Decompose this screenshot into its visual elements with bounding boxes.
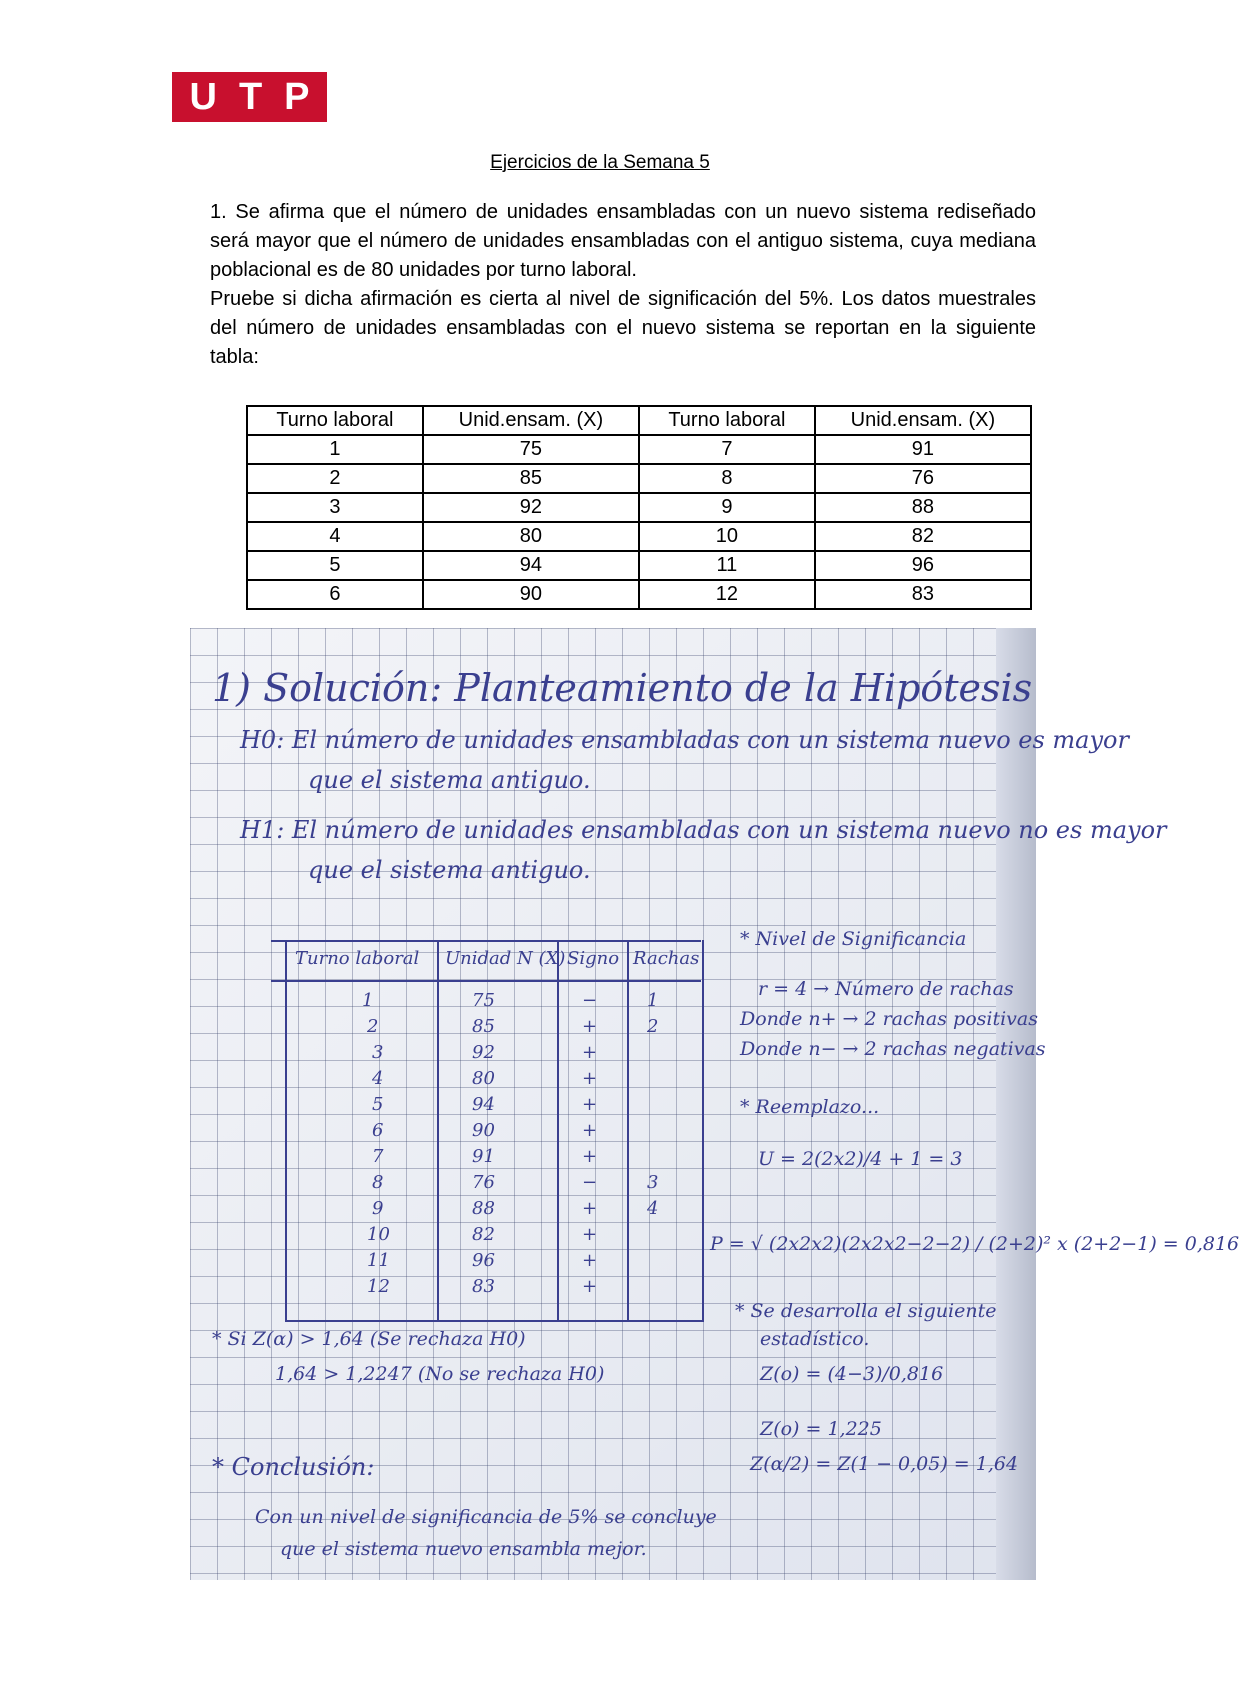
- hw-table-row: [287, 1198, 702, 1224]
- n-positive-line: Donde n+ → 2 rachas positivas: [740, 1008, 1038, 1030]
- hw-table-row: [287, 1276, 702, 1302]
- table-row: [247, 435, 1031, 464]
- h0-line-2: que el sistema antiguo.: [308, 766, 591, 794]
- hw-cell: +: [582, 1276, 598, 1297]
- conclusion-title: * Conclusión:: [212, 1453, 375, 1481]
- z-calculation: Z(o) = (4−3)/0,816: [760, 1363, 944, 1385]
- hw-cell: +: [582, 1042, 598, 1063]
- table-header-row: [247, 406, 1031, 435]
- hw-cell: 12: [367, 1276, 390, 1297]
- hw-cell: 8: [372, 1172, 384, 1193]
- hw-cell: 2: [647, 1016, 659, 1037]
- hw-cell: 85: [472, 1016, 495, 1037]
- table-cell: 8: [639, 464, 815, 493]
- table-cell: 76: [815, 464, 1031, 493]
- utp-logo: [172, 72, 327, 122]
- h1-line-2: que el sistema antiguo.: [308, 856, 591, 884]
- table-cell: 91: [815, 435, 1031, 464]
- hw-table-row: [287, 1120, 702, 1146]
- hw-table-row: [287, 1094, 702, 1120]
- hw-cell: +: [582, 1250, 598, 1271]
- hw-cell: 4: [647, 1198, 659, 1219]
- table-cell: 92: [423, 493, 639, 522]
- header-turno-1: Turno laboral: [247, 406, 423, 435]
- table-cell: 6: [247, 580, 423, 609]
- hw-table-row: [287, 1068, 702, 1094]
- table-cell: 96: [815, 551, 1031, 580]
- table-cell: 90: [423, 580, 639, 609]
- table-cell: 10: [639, 522, 815, 551]
- hw-cell: +: [582, 1198, 598, 1219]
- header-unid-1: Unid.ensam. (X): [423, 406, 639, 435]
- reemplazo-label: * Reemplazo...: [740, 1096, 880, 1118]
- logo-letter-p: P: [284, 76, 310, 118]
- table-cell: 12: [639, 580, 815, 609]
- hw-cell: −: [582, 990, 598, 1011]
- r-line: r = 4 → Número de rachas: [758, 978, 1014, 1000]
- hw-cell: 76: [472, 1172, 495, 1193]
- hw-cell: 80: [472, 1068, 495, 1089]
- hw-col-signo: Signo: [567, 948, 620, 969]
- problem-paragraph-1: 1. Se afirma que el número de unidades ensambladas con un nuevo sistema rediseñado será mayor que el número de unidades ensambladas con el antiguo sistema, cuya mediana poblacional es de 80 unidades por turno laboral.: [210, 201, 1036, 281]
- nivel-title: * Nivel de Significancia: [740, 928, 967, 950]
- hw-table-row: [287, 990, 702, 1016]
- hw-cell: 9: [372, 1198, 384, 1219]
- problem-statement: [210, 198, 1036, 372]
- problem-paragraph-2: Pruebe si dicha afirmación es cierta al nivel de significación del 5%. Los datos muestrales del número de unidades ensambladas con el nuevo sistema se reportan en la siguiente tabla:: [210, 288, 1036, 368]
- desarrolla-line-2: estadístico.: [760, 1328, 870, 1350]
- decision-line-2: 1,64 > 1,2247 (No se rechaza H0): [275, 1363, 605, 1385]
- table-cell: 1: [247, 435, 423, 464]
- hw-cell: 75: [472, 990, 495, 1011]
- n-negative-line: Donde n− → 2 rachas negativas: [740, 1038, 1046, 1060]
- table-cell: 7: [639, 435, 815, 464]
- hw-table-row: [287, 1042, 702, 1068]
- h0-line-1: H0: El número de unidades ensambladas con un sistema nuevo es mayor: [240, 726, 1129, 754]
- hw-cell: 1: [362, 990, 374, 1011]
- hw-cell: 10: [367, 1224, 390, 1245]
- table-cell: 11: [639, 551, 815, 580]
- table-row: [247, 580, 1031, 609]
- logo-letter-u: U: [189, 76, 217, 118]
- hw-table-body: [287, 990, 702, 1302]
- hw-cell: 82: [472, 1224, 495, 1245]
- hw-cell: 2: [367, 1016, 379, 1037]
- header-unid-2: Unid.ensam. (X): [815, 406, 1031, 435]
- solution-heading: 1) Solución: Planteamiento de la Hipótesis: [212, 666, 1033, 710]
- table-cell: 94: [423, 551, 639, 580]
- handwritten-solution-photo: [190, 628, 1239, 1580]
- hw-cell: 4: [372, 1068, 384, 1089]
- h1-line-1: H1: El número de unidades ensambladas con un sistema nuevo no es mayor: [240, 816, 1167, 844]
- notebook-edge: [996, 628, 1036, 1580]
- hw-cell: 96: [472, 1250, 495, 1271]
- table-cell: 88: [815, 493, 1031, 522]
- decision-line-1: * Si Z(α) > 1,64 (Se rechaza H0): [212, 1328, 526, 1350]
- table-cell: 4: [247, 522, 423, 551]
- table-cell: 2: [247, 464, 423, 493]
- hw-cell: +: [582, 1068, 598, 1089]
- hw-cell: 83: [472, 1276, 495, 1297]
- hw-cell: +: [582, 1094, 598, 1115]
- hw-cell: 3: [647, 1172, 659, 1193]
- hw-table-header-line: [271, 980, 701, 982]
- hw-cell: 11: [367, 1250, 390, 1271]
- table-cell: 3: [247, 493, 423, 522]
- page-title: Ejercicios de la Semana 5: [490, 152, 710, 173]
- z-critical: Z(α/2) = Z(1 − 0,05) = 1,64: [750, 1453, 1019, 1475]
- table-cell: 9: [639, 493, 815, 522]
- table-row: [247, 522, 1031, 551]
- hw-cell: 92: [472, 1042, 495, 1063]
- logo-letter-t: T: [238, 76, 263, 118]
- hw-table-row: [287, 1224, 702, 1250]
- hw-cell: 88: [472, 1198, 495, 1219]
- data-table: [246, 405, 1032, 610]
- table-cell: 75: [423, 435, 639, 464]
- table-cell: 85: [423, 464, 639, 493]
- desarrolla-line-1: * Se desarrolla el siguiente: [735, 1300, 997, 1322]
- table-cell: 80: [423, 522, 639, 551]
- hw-table-row: [287, 1172, 702, 1198]
- hw-table-row: [287, 1146, 702, 1172]
- hw-col-unidad: Unidad N (X): [445, 948, 566, 969]
- hw-cell: −: [582, 1172, 598, 1193]
- table-row: [247, 493, 1031, 522]
- table-cell: 82: [815, 522, 1031, 551]
- hw-cell: 90: [472, 1120, 495, 1141]
- conclusion-line-2: que el sistema nuevo ensambla mejor.: [280, 1538, 647, 1560]
- handwritten-table: [285, 940, 704, 1322]
- table-cell: 5: [247, 551, 423, 580]
- header-turno-2: Turno laboral: [639, 406, 815, 435]
- table-row: [247, 464, 1031, 493]
- hw-col-turno: Turno laboral: [295, 948, 420, 969]
- hw-cell: +: [582, 1224, 598, 1245]
- hw-cell: +: [582, 1120, 598, 1141]
- p-formula: P = √ (2x2x2)(2x2x2−2−2) / (2+2)² x (2+2−1) = 0,816: [710, 1233, 1239, 1255]
- hw-table-row: [287, 1016, 702, 1042]
- hw-table-row: [287, 1250, 702, 1276]
- z-value: Z(o) = 1,225: [760, 1418, 882, 1440]
- table-row: [247, 551, 1031, 580]
- hw-col-rachas: Rachas: [633, 948, 700, 969]
- hw-cell: 94: [472, 1094, 495, 1115]
- hw-cell: 7: [372, 1146, 384, 1167]
- table-cell: 83: [815, 580, 1031, 609]
- hw-table-top-line: [271, 940, 701, 942]
- hw-cell: 3: [372, 1042, 384, 1063]
- hw-cell: +: [582, 1146, 598, 1167]
- conclusion-line-1: Con un nivel de significancia de 5% se concluye: [255, 1506, 717, 1528]
- hw-cell: 5: [372, 1094, 384, 1115]
- hw-cell: 1: [647, 990, 659, 1011]
- hw-cell: +: [582, 1016, 598, 1037]
- hw-cell: 91: [472, 1146, 495, 1167]
- hw-cell: 6: [372, 1120, 384, 1141]
- u-formula: U = 2(2x2)/4 + 1 = 3: [758, 1148, 963, 1170]
